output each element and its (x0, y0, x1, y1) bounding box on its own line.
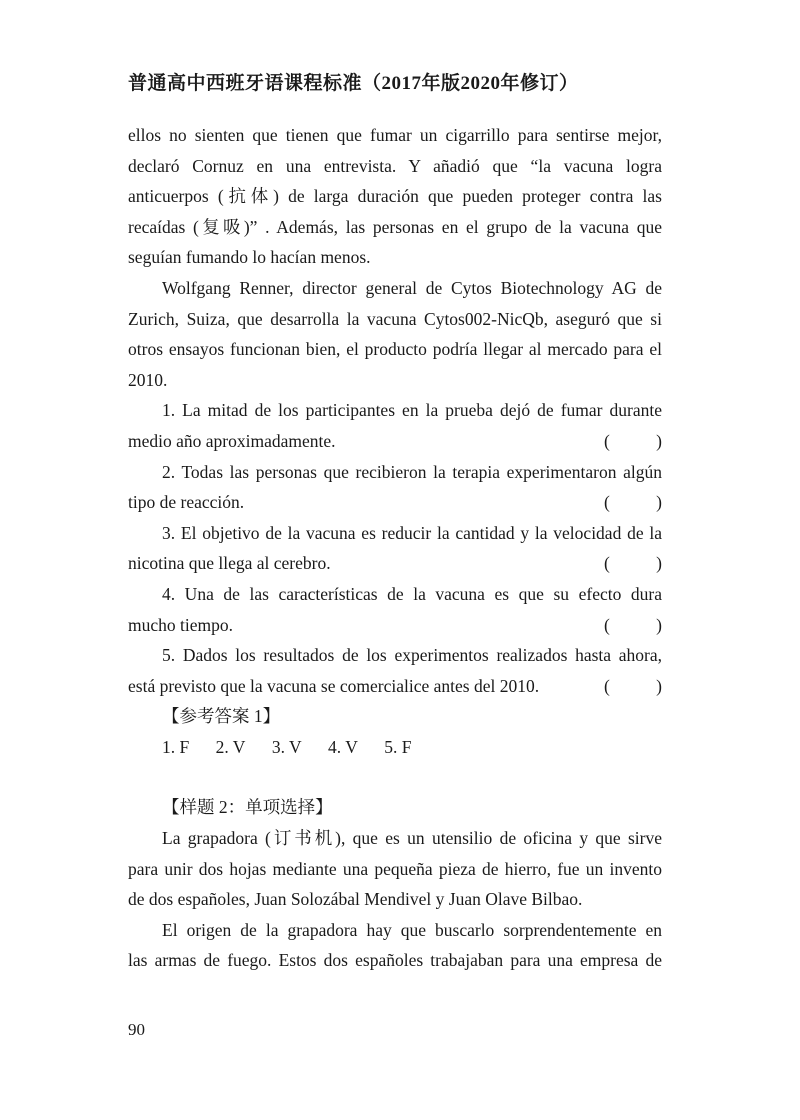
question-text: está previsto que la vacuna se comercialice antes del 2010. (128, 675, 540, 696)
sample-2 (128, 792, 662, 976)
question-text: 4. Una de las características de la vacuna es que su efecto dura (162, 583, 662, 604)
text-line: anticuerpos (抗体) de larga duración que pueden proteger contra las (128, 186, 662, 207)
answer-key-heading: 【参考答案 1】 (162, 706, 281, 727)
answer-item: 4. V (328, 736, 358, 757)
question-list (128, 395, 662, 701)
answer-blank[interactable]: ( ) (604, 553, 662, 574)
sample-2-heading: 【样题 2：单项选择】 (162, 797, 333, 818)
paragraph-2 (128, 273, 662, 395)
answer-item: 3. V (271, 736, 302, 757)
question-item (128, 395, 662, 456)
answer-key (128, 701, 662, 762)
text-line: las armas de fuego. Estos dos españoles trabajaban para una empresa de (128, 950, 662, 971)
question-item (128, 457, 662, 518)
text-line: de dos españoles, Juan Solozábal Mendivel y Juan Olave Bilbao. (128, 889, 583, 910)
question-text: mucho tiempo. (128, 614, 233, 635)
text-line: Wolfgang Renner, director general de Cytos Biotechnology AG de (162, 277, 662, 298)
answer-item: 1. F (162, 736, 190, 757)
text-line: recaídas (复吸)” . Además, las personas en el grupo de la vacuna que (128, 216, 662, 237)
question-text: medio año aproximadamente. (128, 430, 336, 451)
question-text: 1. La mitad de los participantes en la prueba dejó de fumar durante (162, 400, 662, 421)
question-text: 2. Todas las personas que recibieron la terapia experimentaron algún (162, 461, 662, 482)
page-header: 普通高中西班牙语课程标准（2017年版2020年修订） (128, 73, 579, 94)
text-line: para unir dos hojas mediante una pequeña pieza de hierro, fue un invento (128, 858, 662, 879)
page-number: 90 (128, 1020, 145, 1039)
text-line: La grapadora (订书机), que es un utensilio de oficina y que sirve (162, 828, 662, 849)
answer-blank[interactable]: ( ) (604, 614, 662, 635)
question-text: 5. Dados los resultados de los experimentos realizados hasta ahora, (162, 645, 662, 666)
text-line: El origen de la grapadora hay que buscarlo sorprendentemente en (162, 919, 662, 940)
text-line: 2010. (128, 369, 168, 390)
text-line: seguían fumando lo hacían menos. (128, 247, 371, 268)
answer-blank[interactable]: ( ) (604, 492, 662, 513)
question-item (128, 579, 662, 640)
answer-blank[interactable]: ( ) (604, 675, 662, 696)
paragraph-1 (128, 120, 662, 273)
answer-item: 2. V (215, 736, 246, 757)
text-line: ellos no sienten que tienen que fumar un cigarrillo para sentirse mejor, (128, 125, 662, 145)
question-text: tipo de reacción. (128, 492, 245, 513)
question-item (128, 518, 662, 579)
text-line: otros ensayos funcionan bien, el producto podría llegar al mercado para el (128, 339, 662, 360)
question-item (128, 640, 662, 701)
text-line: Zurich, Suiza, que desarrolla la vacuna Cytos002-NicQb, aseguró que si (128, 308, 662, 329)
answer-item: 5. F (384, 736, 412, 757)
text-line: declaró Cornuz en una entrevista. Y añadió que “la vacuna logra (128, 155, 662, 176)
answer-blank[interactable]: ( ) (604, 430, 662, 451)
answer-list (128, 732, 662, 763)
page-content (128, 120, 662, 976)
question-text: nicotina que llega al cerebro. (128, 553, 331, 574)
question-text: 3. El objetivo de la vacuna es reducir la cantidad y la velocidad de la (162, 522, 662, 543)
